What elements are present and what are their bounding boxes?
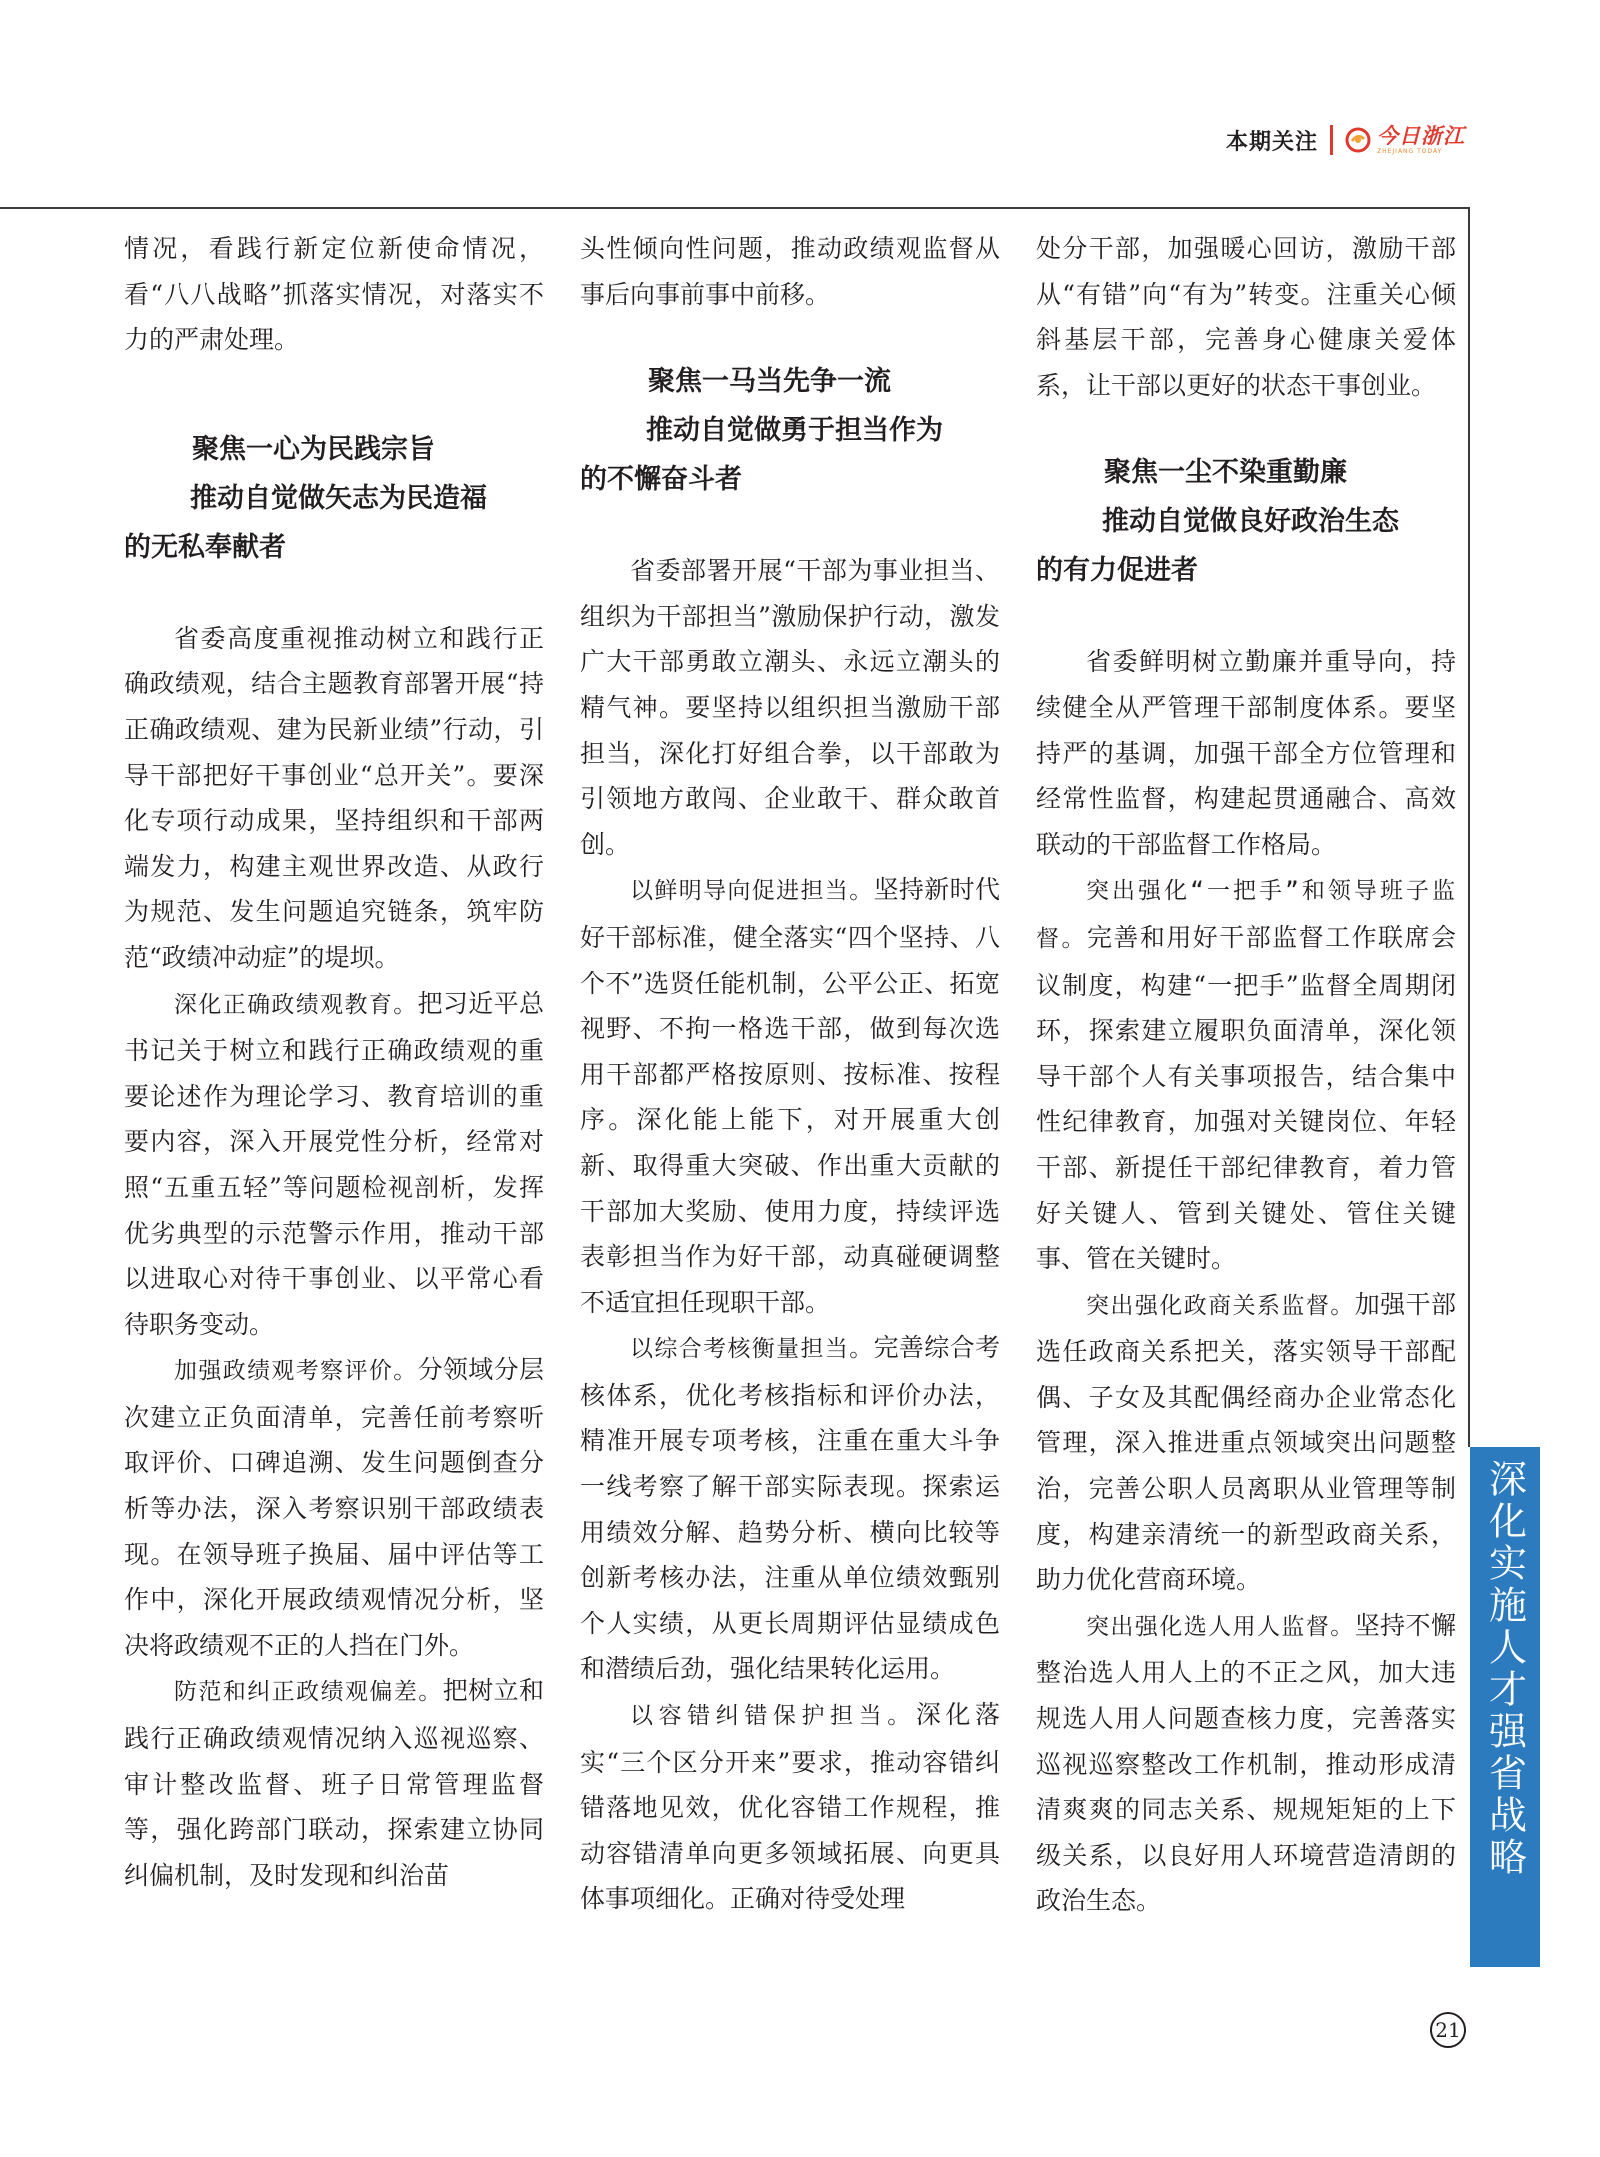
paragraph-lead: 突出强化选人用人监督。 [1086, 1613, 1355, 1640]
right-rule [1468, 207, 1470, 1447]
paragraph: 处分干部，加强暖心回访，激励干部从“有错”向“有为”转变。注重关心倾斜基层干部，完善身心健康关爱体系，让干部以更好的状态干事创业。 [1036, 234, 1456, 400]
paragraph: 情况，看践行新定位新使命情况，看“八八战略”抓落实情况，对落实不力的严肃处理。 [124, 234, 544, 355]
magazine-logo [1343, 125, 1465, 155]
column-3 [1036, 226, 1456, 1924]
paragraph: 头性倾向性问题，推动政绩观监督从事后向事前事中前移。 [580, 234, 1000, 309]
paragraph: 省委鲜明树立勤廉并重导向，持续健全从严管理干部制度体系。要坚持严的基调，加强干部全方位管理和经常性监督，构建起贯通融合、高效联动的干部监督工作格局。 [1036, 647, 1456, 859]
paragraph: 省委高度重视推动树立和践行正确政绩观，结合主题教育部署开展“持正确政绩观、建为民新业绩”行动，引导干部把好干事创业“总开关”。要深化专项行动成果，坚持组织和干部两端发力，构建主观世界改造、从政行为规范、发生问题追究链条，筑牢防范“政绩冲动症”的堤坝。 [124, 623, 544, 972]
paragraph: 省委部署开展“干部为事业担当、组织为干部担当”激励保护行动，激发广大干部勇敢立潮头、永远立潮头的精气神。要坚持以组织担当激励干部担当，深化打好组合拳，以干部敢为引领地方敢闯、企业敢干、群众敢首创。 [580, 556, 1000, 859]
header-divider [1330, 125, 1333, 155]
paragraph-lead: 防范和纠正政绩观偏差。 [174, 1679, 443, 1706]
section-heading: 聚焦一心为民践宗旨 推动自觉做矢志为民造福 的无私奉献者 [124, 433, 487, 563]
column-1 [124, 226, 544, 1898]
logo-title: 今日浙江 [1377, 123, 1465, 148]
logo-swirl-icon [1343, 125, 1373, 155]
paragraph-lead: 以综合考核衡量担当。 [630, 1336, 874, 1363]
section-heading: 聚焦一尘不染重勤廉 推动自觉做良好政治生态 的有力促进者 [1036, 457, 1399, 587]
section-side-tab [1470, 1447, 1540, 1967]
section-heading: 聚焦一马当先争一流 推动自觉做勇于担当作为 的不懈奋斗者 [580, 366, 943, 496]
logo-subtitle: ZHEJIANG TODAY [1377, 147, 1443, 155]
paragraph: 以鲜明导向促进担当。坚持新时代好干部标准，健全落实“四个坚持、八个不”选贤任能机制，公平公正、拓宽视野、不拘一格选干部，做到每次选用干部都严格按原则、按标准、按程序。深化能上能下，对开展重大创新、取得重大突破、作出重大贡献的干部加大奖励、使用力度，持续评选表彰担当作为好干部，动真碰硬调整不适宜担任现职干部。 [580, 875, 1000, 1317]
paragraph: 以综合考核衡量担当。完善综合考核体系，优化考核指标和评价办法，精准开展专项考核，注重在重大斗争一线考察了解干部实际表现。探索运用绩效分解、趋势分析、横向比较等创新考核办法，注重从单位绩效甄别个人实绩，从更长周期评估显绩成色和潜绩后劲，强化结果转化运用。 [580, 1333, 1000, 1684]
column-2 [580, 226, 1000, 1922]
paragraph: 深化正确政绩观教育。把习近平总书记关于树立和践行正确政绩观的重要论述作为理论学习、教育培训的重要内容，深入开展党性分析，经常对照“五重五轻”等问题检视剖析，发挥优劣典型的示范警示作用，推动干部以进取心对待干事创业、以平常心看待职务变动。 [124, 988, 544, 1339]
paragraph-lead: 以容错纠错保护担当。 [630, 1703, 916, 1730]
page-number: 21 [1430, 2012, 1466, 2048]
top-rule [0, 207, 1470, 209]
paragraph: 突出强化选人用人监督。坚持不懈整治选人用人上的不正之风，加大违规选人用人问题查核力度，完善落实巡视巡察整改工作机制，推动形成清清爽爽的同志关系、规规矩矩的上下级关系，以良好用人环境营造清朗的政治生态。 [1036, 1610, 1456, 1916]
paragraph: 加强政绩观考察评价。分领域分层次建立正负面清单，完善任前考察听取评价、口碑追溯、发生问题倒查分析等办法，深入考察识别干部政绩表现。在领导班子换届、届中评估等工作中，深化开展政绩观情况分析，坚决将政绩观不正的人挡在门外。 [124, 1355, 544, 1660]
page-header [1226, 118, 1465, 162]
side-tab-label: 深化实施人才强省战略 [1482, 1459, 1527, 1879]
paragraph-lead: 加强政绩观考察评价。 [174, 1358, 418, 1385]
paragraph-lead: 以鲜明导向促进担当。 [630, 878, 874, 905]
paragraph: 突出强化政商关系监督。加强干部选任政商关系把关，落实领导干部配偶、子女及其配偶经商办企业常态化管理，深入推进重点领域突出问题整治，完善公职人员离职从业管理等制度，构建亲清统一的新型政商关系，助力优化营商环境。 [1036, 1289, 1456, 1595]
paragraph: 以容错纠错保护担当。深化落实“三个区分开来”要求，推动容错纠错落地见效，优化容错工作规程，推动容错清单向更多领域拓展、向更具体事项细化。正确对待受处理 [580, 1700, 1000, 1914]
paragraph: 防范和纠正政绩观偏差。把树立和践行正确政绩观情况纳入巡视巡察、审计整改监督、班子日常管理监督等，强化跨部门联动，探索建立协同纠偏机制，及时发现和纠治苗 [124, 1676, 544, 1890]
paragraph-lead: 突出强化政商关系监督。 [1086, 1292, 1355, 1319]
paragraph-lead: 深化正确政绩观教育。 [174, 991, 418, 1018]
paragraph: 突出强化“一把手”和领导班子监督。完善和用好干部监督工作联席会议制度，构建“一把手”监督全周期闭环，探索建立履职负面清单，深化领导干部个人有关事项报告，结合集中性纪律教育，加强对关键岗位、年轻干部、新提任干部纪律教育，着力管好关键人、管到关键处、管住关键事、管在关键时。 [1036, 878, 1456, 1274]
section-label: 本期关注 [1225, 129, 1318, 155]
paragraph-lead: 突出强化“一把手”和领导班子监督。 [1036, 878, 1456, 952]
